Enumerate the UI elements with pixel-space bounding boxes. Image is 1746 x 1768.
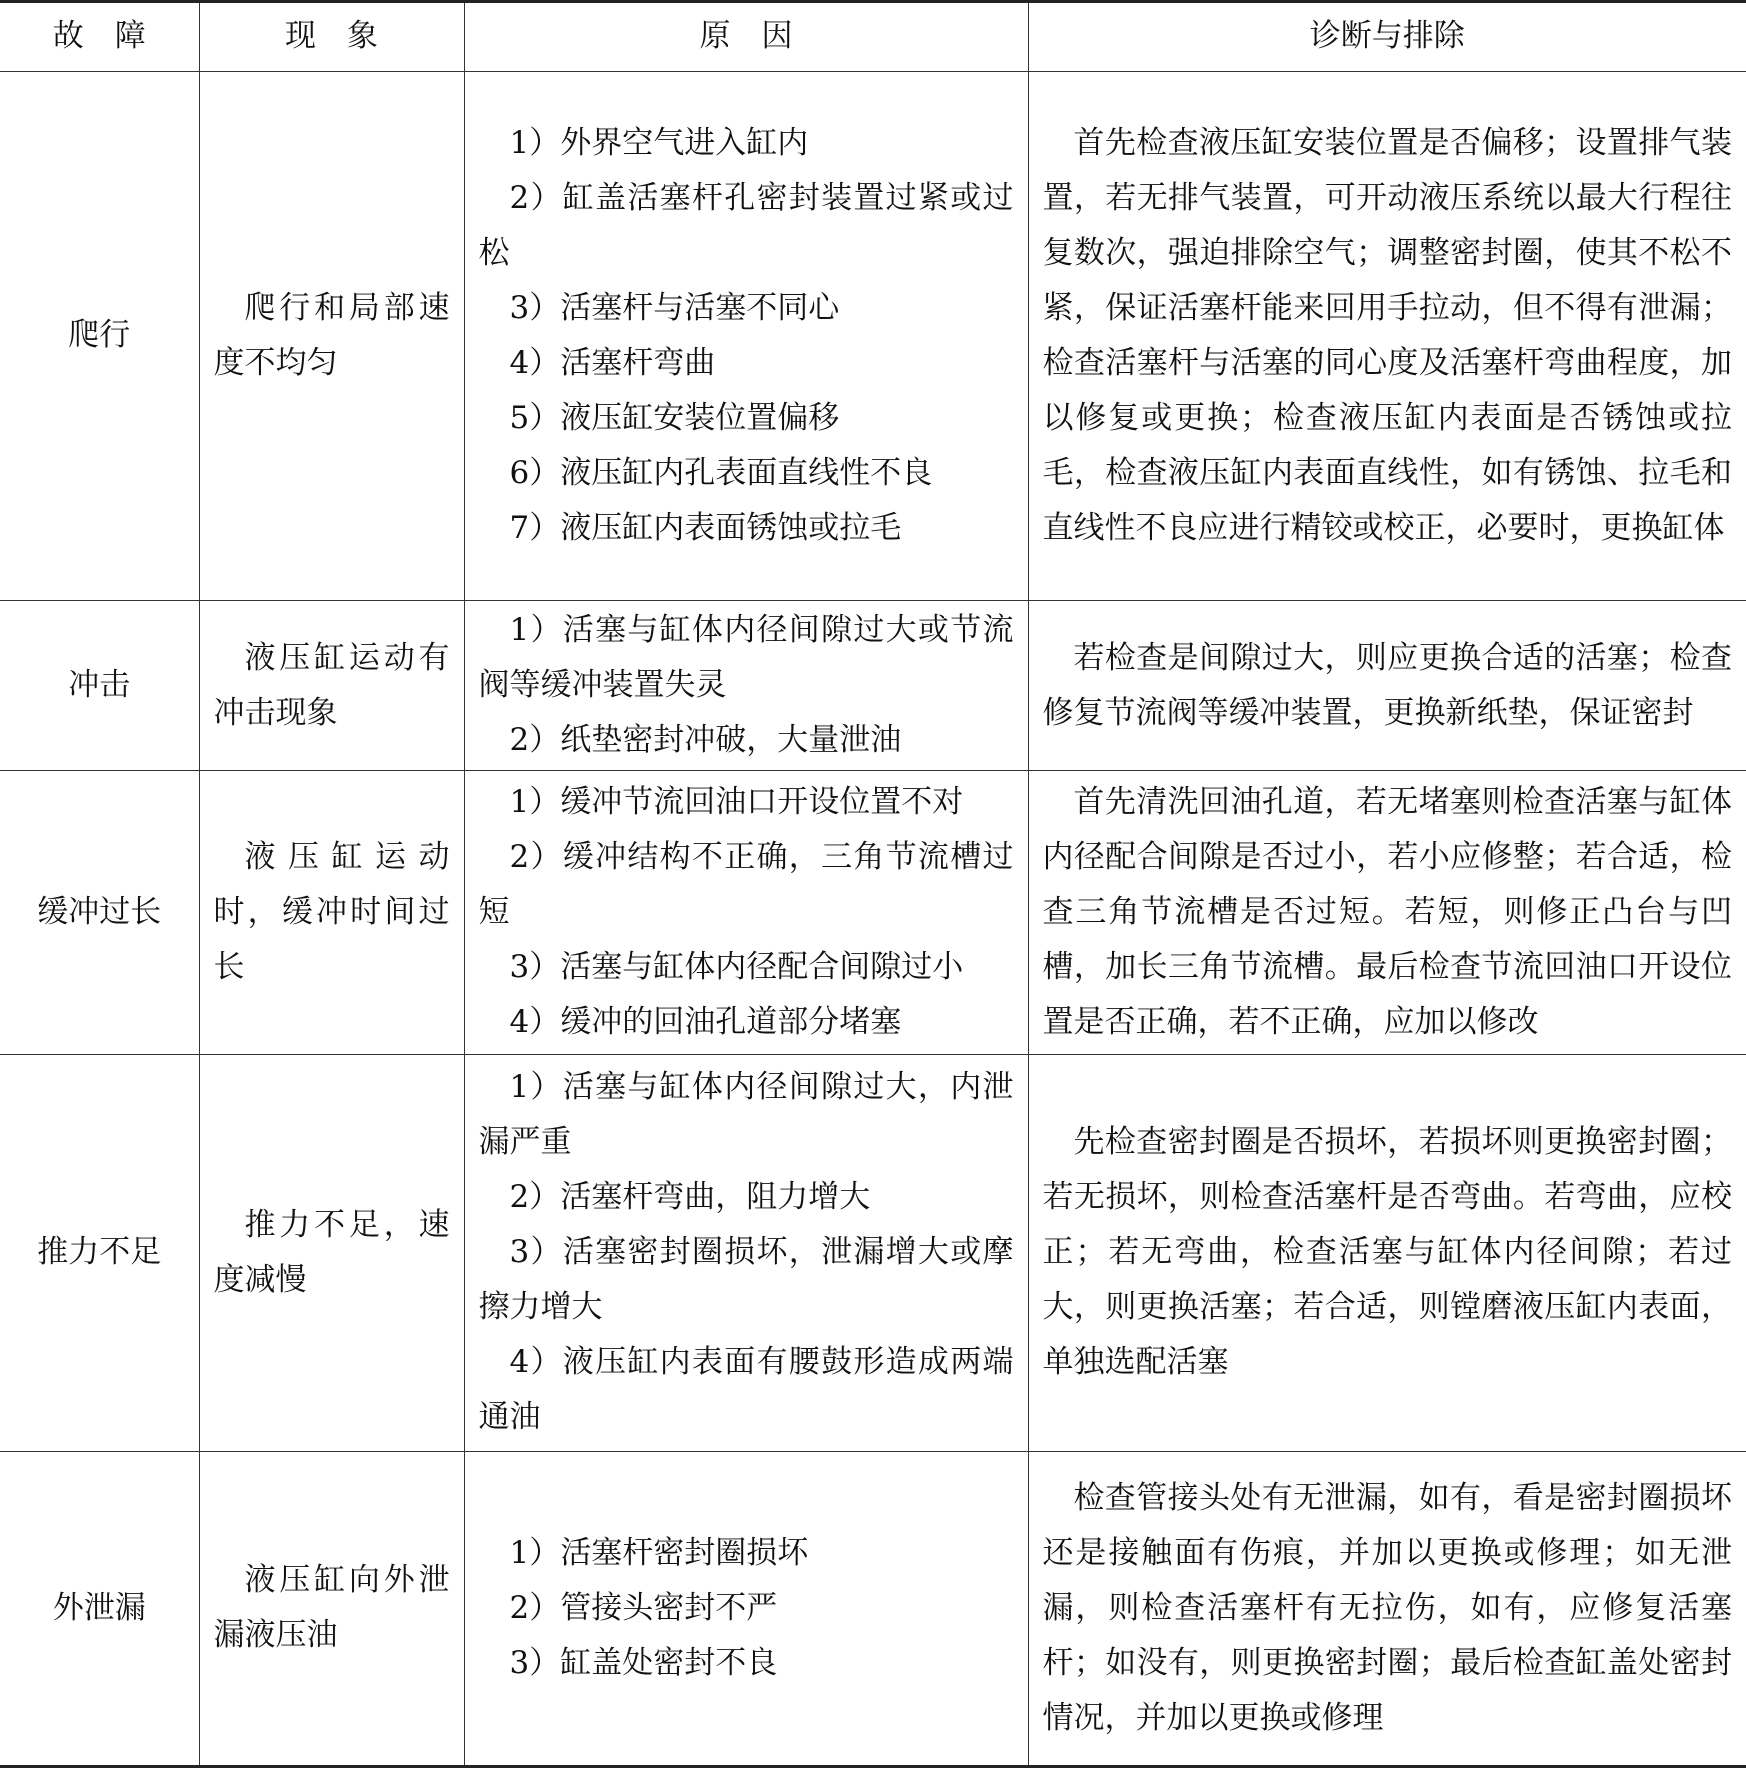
table-row [0,71,1746,600]
header-cause: 原 因 [464,2,1028,72]
diagnosis-text: 首先检查液压缸安装位置是否偏移；设置排气装置，若无排气装置，可开动液压系统以最大行程往复数次，强迫排除空气；调整密封圈，使其不松不紧，保证活塞杆能来回用手拉动，但不得有泄漏；检查活塞杆与活塞的同心度及活塞杆弯曲程度，加以修复或更换；检查液压缸内表面是否锈蚀或拉毛，检查液压缸内表面直线性，如有锈蚀、拉毛和直线性不良应进行精铰或校正，必要时，更换缸体 [1042,124,1732,546]
phenomenon-text: 液压缸向外泄漏液压油 [213,1562,450,1654]
diagnosis-cell [1028,71,1746,600]
cause-item: 3）活塞杆与活塞不同心 [509,289,840,326]
diagnosis-cell [1028,600,1746,771]
cause-item: 1）活塞与缸体内径间隙过大，内泄漏严重 [478,1069,1014,1161]
header-diagnosis: 诊断与排除 [1028,2,1746,72]
fault-cell: 冲击 [0,600,199,771]
cause-item: 4）缓冲的回油孔道部分堵塞 [509,1004,902,1041]
cause-item: 1）外界空气进入缸内 [509,124,809,161]
cause-item: 2）纸垫密封冲破，大量泄油 [509,722,902,759]
cause-item: 1）缓冲节流回油口开设位置不对 [509,784,964,821]
fault-cell: 外泄漏 [0,1451,199,1766]
table-row [0,771,1746,1055]
phenomenon-cell [199,1451,464,1766]
diagnosis-text: 首先清洗回油孔道，若无堵塞则检查活塞与缸体内径配合间隙是否过小，若小应修整；若合适，检查三角节流槽是否过短。若短，则修正凸台与凹槽，加长三角节流槽。最后检查节流回油口开设位置是否正确，若不正确，应加以修改 [1042,784,1732,1041]
table-header-row [0,2,1746,72]
cause-item: 4）液压缸内表面有腰鼓形造成两端通油 [478,1344,1014,1436]
phenomenon-text: 液压缸运动有冲击现象 [213,639,450,731]
fault-cell: 爬行 [0,71,199,600]
cause-item: 2）活塞杆弯曲，阻力增大 [509,1179,871,1216]
header-phenomenon: 现 象 [199,2,464,72]
table-row [0,1055,1746,1452]
cause-item: 3）活塞与缸体内径配合间隙过小 [509,949,964,986]
header-fault: 故 障 [0,2,199,72]
cause-item: 2）管接头密封不严 [509,1589,778,1626]
cause-item: 7）液压缸内表面锈蚀或拉毛 [509,509,902,546]
cause-item: 1）活塞与缸体内径间隙过大或节流阀等缓冲装置失灵 [478,612,1014,704]
causes-cell [464,771,1028,1055]
diagnosis-cell [1028,1055,1746,1452]
causes-cell [464,1055,1028,1452]
diagnosis-text: 若检查是间隙过大，则应更换合适的活塞；检查修复节流阀等缓冲装置，更换新纸垫，保证密封 [1042,639,1732,731]
cause-item: 2）缸盖活塞杆孔密封装置过紧或过松 [478,179,1014,271]
cause-item: 4）活塞杆弯曲 [509,344,716,381]
diagnosis-cell [1028,1451,1746,1766]
causes-cell [464,600,1028,771]
diagnosis-text: 先检查密封圈是否损坏，若损坏则更换密封圈；若无损坏，则检查活塞杆是否弯曲。若弯曲，应校正；若无弯曲，检查活塞与缸体内径间隙；若过大，则更换活塞；若合适，则镗磨液压缸内表面，单独选配活塞 [1042,1124,1732,1381]
cause-item: 2）缓冲结构不正确，三角节流槽过短 [478,839,1014,931]
cause-item: 3）活塞密封圈损坏，泄漏增大或摩擦力增大 [478,1234,1014,1326]
phenomenon-cell [199,600,464,771]
phenomenon-cell [199,771,464,1055]
phenomenon-text: 爬行和局部速度不均匀 [213,289,450,381]
cause-item: 5）液压缸安装位置偏移 [509,399,840,436]
causes-cell [464,1451,1028,1766]
table-row [0,600,1746,771]
fault-cell: 推力不足 [0,1055,199,1452]
diagnosis-cell [1028,771,1746,1055]
phenomenon-text: 推力不足，速度减慢 [213,1206,450,1298]
cause-item: 1）活塞杆密封圈损坏 [509,1534,809,1571]
phenomenon-text: 液压缸运动时，缓冲时间过长 [213,839,450,986]
cause-item: 6）液压缸内孔表面直线性不良 [509,454,933,491]
diagnosis-text: 检查管接头处有无泄漏，如有，看是密封圈损坏还是接触面有伤痕，并加以更换或修理；如无泄漏，则检查活塞杆有无拉伤，如有，应修复活塞杆；如没有，则更换密封圈；最后检查缸盖处密封情况，并加以更换或修理 [1042,1479,1732,1736]
fault-cell: 缓冲过长 [0,771,199,1055]
phenomenon-cell [199,71,464,600]
causes-cell [464,71,1028,600]
phenomenon-cell [199,1055,464,1452]
cause-item: 3）缸盖处密封不良 [509,1644,778,1681]
table-row [0,1451,1746,1766]
